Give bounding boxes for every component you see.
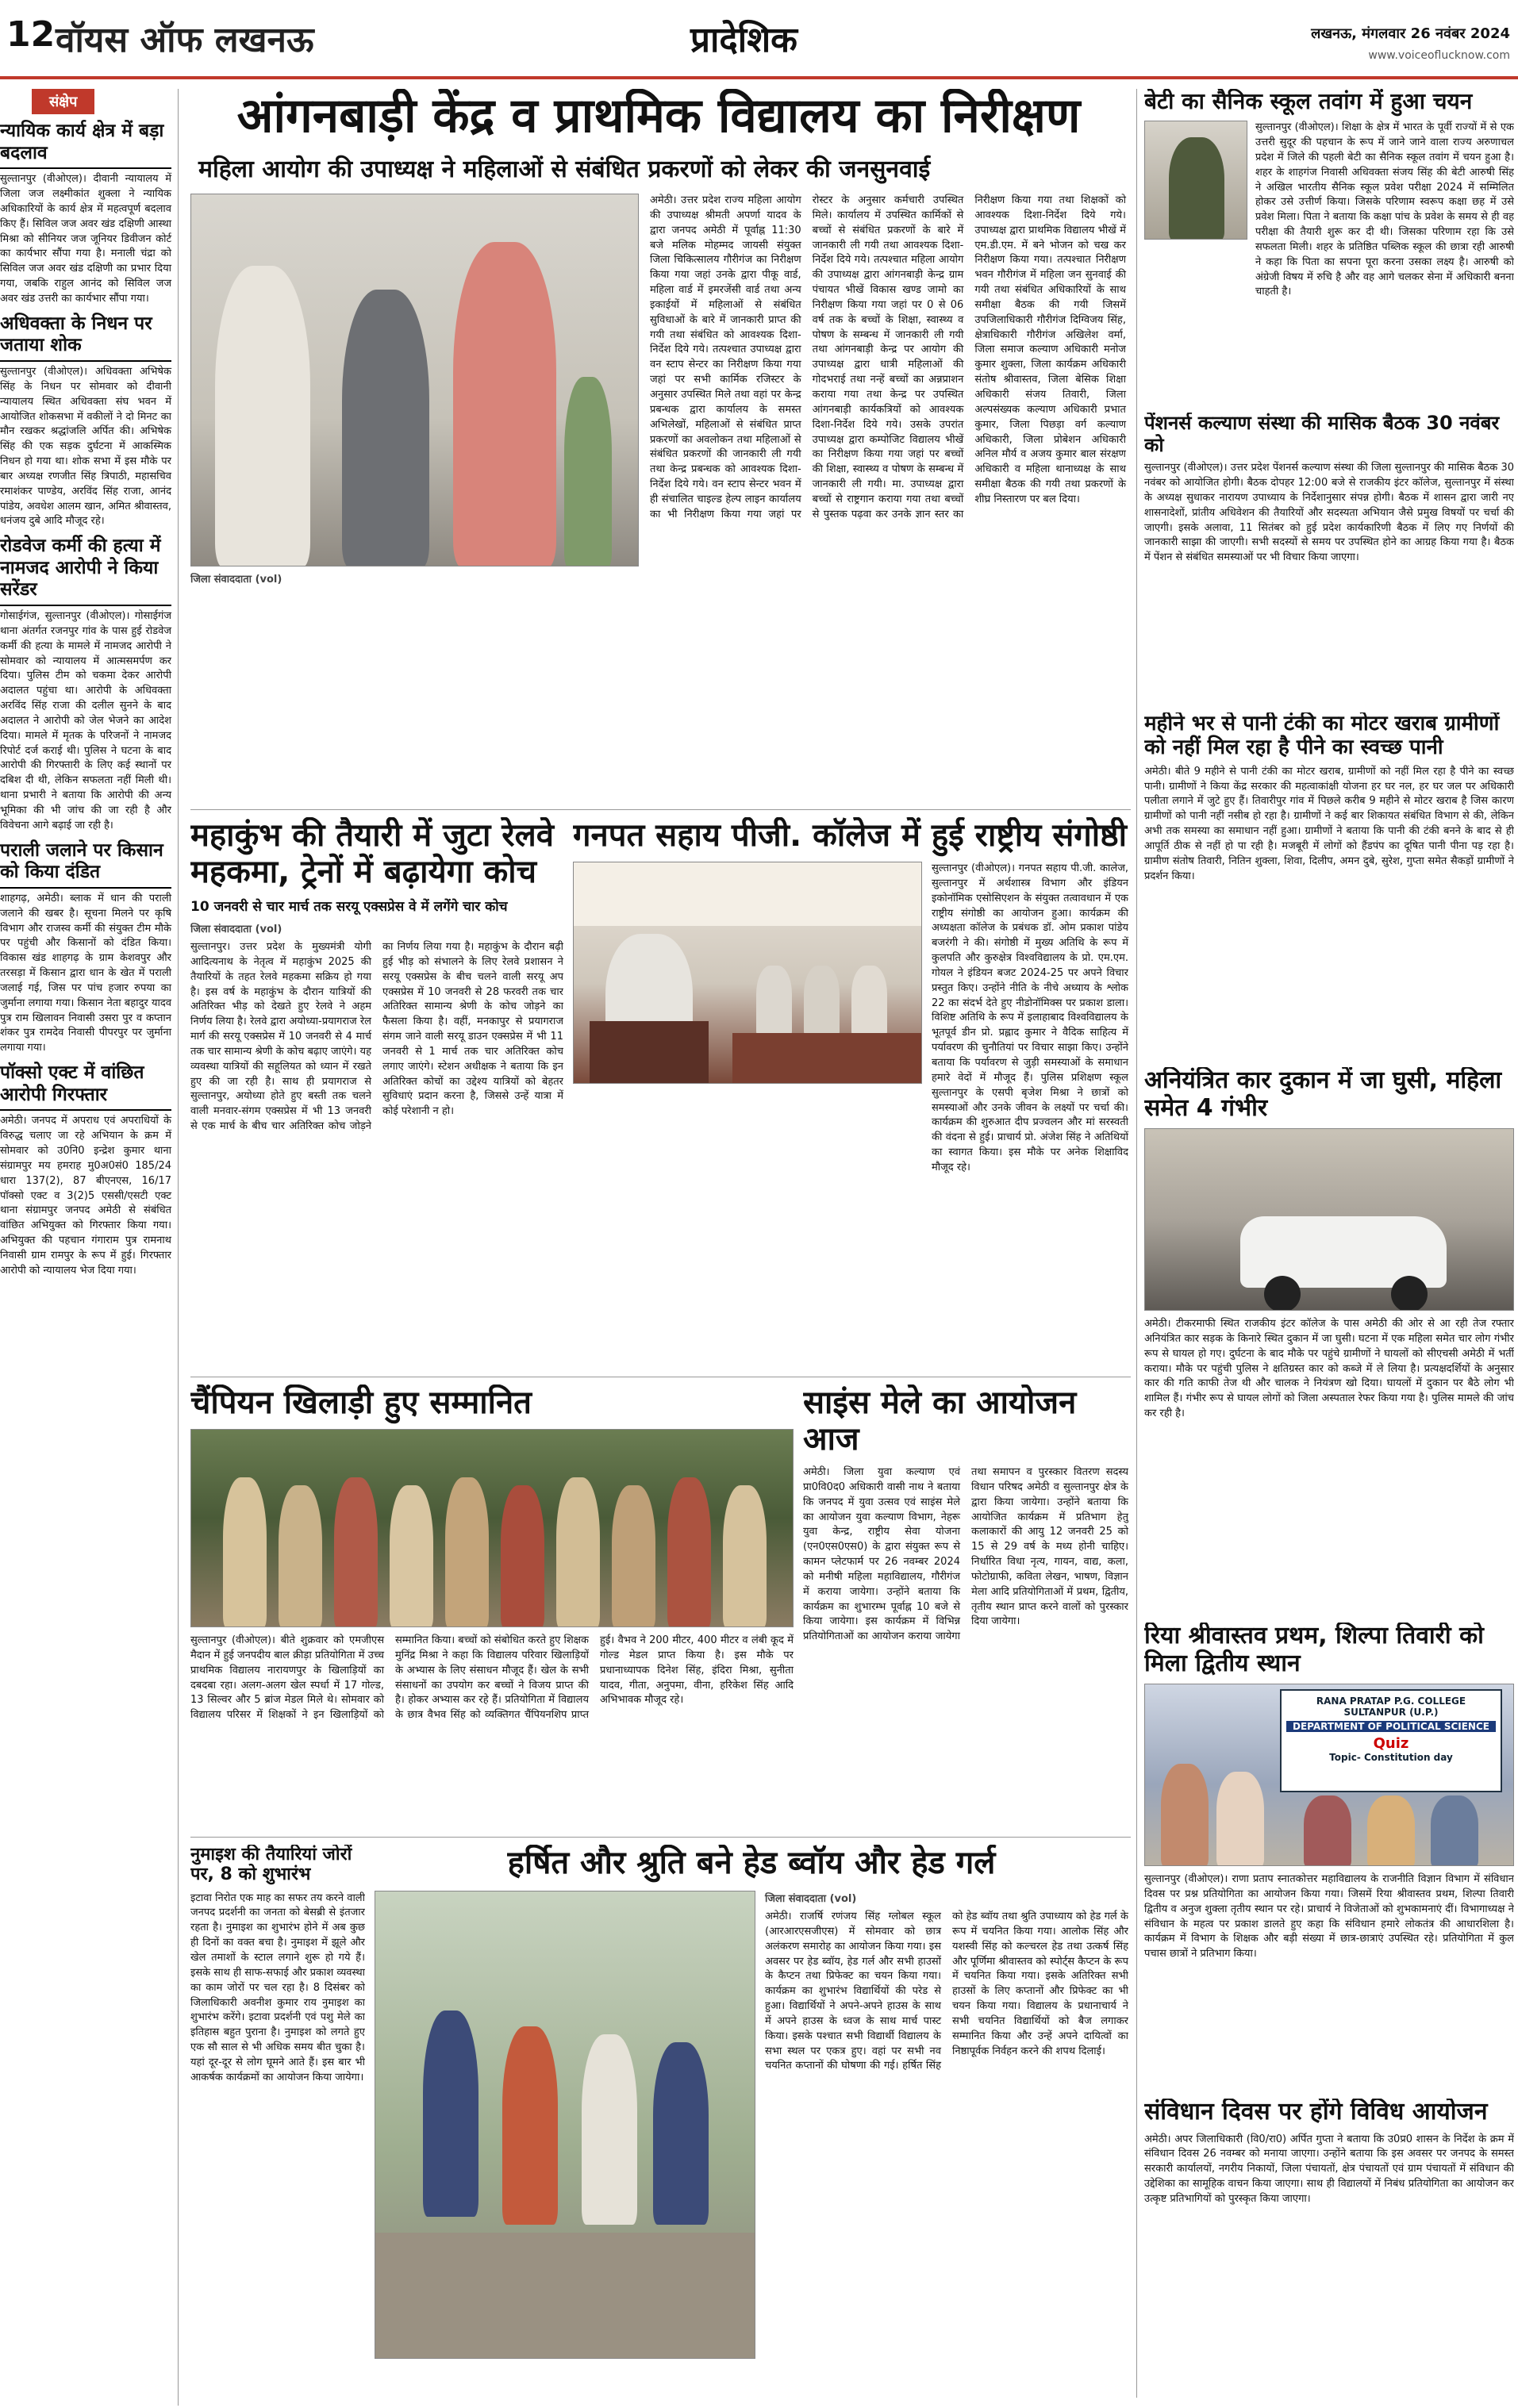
row-rule: [190, 809, 1131, 810]
champions-photo: [190, 1429, 794, 1627]
cadet-headline: बेटी का सैनिक स्कूल तवांग में हुआ चयन: [1144, 89, 1473, 114]
brief-title: अधिवक्ता के निधन पर जताया शोक: [0, 313, 171, 362]
section-title: प्रादेशिक: [690, 20, 797, 60]
headboy-byline: जिला संवाददाता (vol): [765, 1893, 857, 1905]
seminar-article: [573, 817, 1128, 1373]
champions-headline: चैंपियन खिलाड़ी हुए सम्मानित: [190, 1385, 532, 1421]
champions-article: [190, 1385, 794, 1829]
samvidhan-body: अमेठी। अपर जिलाधिकारी (वि0/रा0) अर्पित गुप्ता ने बताया कि उ0प्र0 शासन के निर्देश के क्रम में संविधान दिवस 26 नवम्बर को मनाया जाएगा। उन्होंने बताया कि इस अवसर पर जनपद के समस्त सरकारी कार्यालयों, नगरीय निकायों, जिला पंचायतों, क्षेत्र पंचायतों एवं ग्राम पंचायतों में संविधान की उद्देशिका का सामूहिक वाचन किया जाएगा। साथ ही विद्यालयों में निबंध प्रतियोगिता का आयोजन कर उत्कृष्ट प्रतिभागियों को पुरस्कृत किया जाएगा।: [1144, 2133, 1514, 2205]
science-body: अमेठी। जिला युवा कल्याण एवं प्रा0वि0द0 अधिकारी वासी नाथ ने बताया कि जनपद में युवा उत्सव एवं साइंस मेले का आयोजन युवा कल्याण विभाग, नेहरू युवा केन्द्र, राष्ट्रीय सेवा योजना (एन0एस0एस0) के द्वारा संयुक्त रूप से कामन प्लेटफार्म पर 26 नवम्बर 2024 को मनीषी महिला महाविद्यालय, गौरीगंज में कराया जायेगा। उन्होंने बताया कि कार्यक्रम का शुभारम्भ पूर्वाह्न 10 बजे से किया जायेगा। इस कार्यक्रम में विभिन्न प्रतियोगिताओं का आयोजन कराया जायेगा तथा समापन व पुरस्कार वितरण सदस्य विधान परिषद अमेठी व सुल्तानपुर क्षेत्र के द्वारा किया जायेगा। उन्होंने बताया कि आयोजित कार्यक्रम में प्रतिभाग हेतु कलाकारों की आयु 12 जनवरी 25 को 15 से 29 वर्ष के मध्य होनी चाहिए। निर्धारित विधा नृत्य, गायन, वाद्य, कला, फोटोग्राफी, कविता लेखन, भाषण, विज्ञान मेला आदि प्रतियोगिताओं में प्रथम, द्वितीय, तृतीय स्थान प्राप्त करने वालों को पुरस्कार दिया जायेगा।: [803, 1466, 1128, 1643]
briefs-sidebar: [0, 89, 179, 2406]
cadet-article: [1144, 89, 1514, 406]
brief-item: [0, 313, 171, 529]
riya-body: सुल्तानपुर (वीओएल)। राणा प्रताप स्नातकोत्तर महाविद्यालय के राजनीति विज्ञान विभाग में संविधान दिवस पर प्रश्न प्रतियोगिता का आयोजन किया गया। जिसमें रिया श्रीवास्तव प्रथम, शिल्पा तिवारी द्वितीय व अनुज शुक्ला तृतीय स्थान पर रहे। प्राचार्य ने विजेताओं को शुभकामनाएं दीं। विभागाध्यक्ष ने संविधान के महत्व पर प्रकाश डालते हुए कहा कि संविधान हमारे लोकतंत्र की आधारशिला है। कार्यक्रम में विभाग के शिक्षक और बड़ी संख्या में छात्र-छात्राएं उपस्थित रहे। प्रतियोगिता में कुल पचास छात्रों ने प्रतिभाग किया।: [1144, 1873, 1514, 1961]
pensioners-body: सुल्तानपुर (वीओएल)। उत्तर प्रदेश पेंशनर्स कल्याण संस्था की जिला सुल्तानपुर की मासिक बैठक 30 नवंबर को आयोजित होगी। बैठक दोपहर 12:00 बजे से राजकीय इंटर कॉलेज, सुल्तानपुर में संस्था के अध्यक्ष सुधाकर नारायण उपाध्याय के निर्देशानुसार संपन्न होगी। बैठक में शासन द्वारा जारी नए शासनादेशों, प्रांतीय अधिवेशन की तैयारियों और सदस्यता अभियान जैसे प्रमुख विषयों पर चर्चा की जाएगी। इसके अलावा, 11 सितंबर को हुई प्रदेश कार्यकारिणी बैठक में लिए गए निर्णयों की जानकारी साझा की जाएगी। सभी सदस्यों से समय पर उपस्थित होने का आग्रह किया गया है। बैठक में पेंशन से संबंधित समस्याओं पर भी विचार किया जाएगा।: [1144, 462, 1514, 564]
water-body: अमेठी। बीते 9 महीने से पानी टंकी का मोटर खराब, ग्रामीणों को नहीं मिल रहा है पीने का स्वच्छ पानी। ग्रामीणों ने किया केंद्र सरकार की महत्वाकांक्षी योजना हर घर नल, हर घर जल पर अधिकारी पलीता लगाने में जुटे हुए हैं। तिवारीपुर गांव में पिछले करीब 9 महीने से मोटर खराब है जिस कारण ग्रामीणों को पानी नहीं नसीब हो रहा है। ग्रामीणों ने कई बार शिकायत संबंधित विभाग से की, लेकिन अभी तक समस्या का समाधान नहीं हुआ। ग्रामीणों ने बताया कि पानी की टंकी बनने के बाद से ही आपूर्ति ठीक से नहीं हो पा रही है। मजबूरी में लोगों को हैंडपंप का दूषित पानी पीना पड़ रहा है। ग्रामीण संतोष तिवारी, नितिन शुक्ला, शिवा, दिलीप, अमन दुबे, सुरेश, गुप्ता समेत सैकड़ों ग्रामीणों ने प्रदर्शन किया।: [1144, 765, 1514, 882]
banner-line: Topic- Constitution day: [1329, 1752, 1453, 1763]
banner-line: RANA PRATAP P.G. COLLEGE: [1316, 1696, 1466, 1707]
exhibition-headline: नुमाइश की तैयारियां जोरों पर, 8 को शुभारंभ: [190, 1845, 352, 1885]
railway-article: [190, 817, 563, 1373]
lead-article: [190, 89, 1127, 803]
car-photo: [1144, 1128, 1514, 1311]
brief-body: गोसाईगंज, सुल्तानपुर (वीओएल)। गोसाईगंज थाना अंतर्गत रजनपुर गांव के पास हुई रोडवेज कर्मी की हत्या के मामले में नामजद आरोपी ने सोमवार को न्यायालय में आत्मसमर्पण कर दिया। पुलिस टीम को चकमा देकर आरोपी अदालत पहुंचा था। आरोपी के अधिवक्ता अरविंद सिंह राजा की दलील सुनने के बाद अदालत ने आरोपी को जेल भेजने का आदेश दिया। मामले में मृतक के परिजनों ने नामजद रिपोर्ट दर्ज कराई थी। पुलिस ने घटना के बाद आरोपी की गिरफ्तारी के लिए कई स्थानों पर दबिश दी थी, लेकिन सफलता नहीं मिली थी। थाना प्रभारी ने बताया कि आरोपी की अन्य भूमिका की भी जांच की जा रही है और विवेचना आगे बढ़ाई जा रही है।: [0, 610, 171, 831]
exhibition-article: [190, 1845, 365, 2400]
riya-headline: रिया श्रीवास्तव प्रथम, शिल्पा तिवारी को मिला द्वितीय स्थान: [1144, 1623, 1484, 1677]
science-article: [803, 1385, 1128, 1829]
riya-banner: [1280, 1689, 1502, 1792]
pensioners-article: [1144, 413, 1514, 706]
samvidhan-article: [1144, 2099, 1514, 2400]
banner-line: Quiz: [1373, 1735, 1409, 1752]
brief-body: अमेठी। जनपद में अपराध एवं अपराधियों के विरुद्ध चलाए जा रहे अभियान के क्रम में सोमवार को उ0नि0 इन्द्रेश कुमार थाना संग्रामपुर मय हमराह मु0अ0सं0 185/24 धारा 137(2), 87 बीएनएस, 16/17 पॉक्सो एक्ट व 3(2)5 एससी/एसटी एक्ट थाना संग्रामपुर जनपद अमेठी से संबंधित वांछित अभियुक्त को गिरफ्तार किया गया। अभियुक्त की पहचान गंगाराम पुत्र रामनाथ निवासी ग्राम रामपुर के रूप में हुई। गिरफ्तार आरोपी को न्यायालय भेज दिया गया।: [0, 1115, 171, 1277]
brief-body: सुल्तानपुर (वीओएल)। दीवानी न्यायालय में जिला जज लक्ष्मीकांत शुक्ला ने न्यायिक अधिकारियों के कार्य क्षेत्र में महत्वपूर्ण बदलाव किए हैं। सिविल जज अवर खंड दक्षिणी आस्था मिश्रा को सीनियर जज जूनियर डिवीजन कोर्ट का कार्यभार सौंपा गया है। मनाली चंद्रा को सिविल जज अवर खंड दक्षिणी का प्रभार दिया गया, जबकि राहुल आनंद को सिविल जज अवर खंड उत्तरी का कार्यभार सौंपा गया।: [0, 173, 171, 305]
lead-byline: जिला संवाददाता (vol): [190, 574, 282, 586]
row-rule: [190, 1837, 1131, 1838]
brief-title: रोडवेज कर्मी की हत्या में नामजद आरोपी ने किया सरेंडर: [0, 536, 171, 606]
banner-line: DEPARTMENT OF POLITICAL SCIENCE: [1286, 1721, 1496, 1732]
seminar-headline: गनपत सहाय पीजी. कॉलेज में हुई राष्ट्रीय संगोष्ठी: [573, 817, 1128, 854]
railway-headline: महाकुंभ की तैयारी में जुटा रेलवे महकमा, ट्रेनों में बढ़ायेगा कोच: [190, 817, 554, 890]
railway-subhead: 10 जनवरी से चार मार्च तक सरयू एक्सप्रेस वे में लगेंगे चार कोच: [190, 899, 508, 915]
lead-subhead: महिला आयोग की उपाध्यक्ष ने महिलाओं से संबंधित प्रकरणों को लेकर की जनसुनवाई: [198, 156, 931, 183]
science-headline: साइंस मेले का आयोजन आज: [803, 1385, 1077, 1457]
headboy-body: अमेठी। राजर्षि रणंजय सिंह ग्लोबल स्कूल (आरआरएसजीएस) में सोमवार को छात्र अलंकरण समारोह का आयोजन किया गया। इस अवसर पर हेड ब्वॉय, हेड गर्ल और सभी हाउसों के कैप्टन तथा प्रिफेक्ट का चयन किया गया। कार्यक्रम का शुभारंभ विद्यार्थियों की परेड से हुआ। विद्यार्थियों ने अपने-अपने हाउस के साथ में अपने हाउस के ध्वज के साथ मार्च पास्ट किया। इसके पश्चात सभी विद्यार्थी विद्यालय के सभा स्थल पर एकत्र हुए। वहां पर सभी नव चयनित कप्तानों की घोषणा की गई। हर्षित सिंह को हेड ब्वॉय तथा श्रुति उपाध्याय को हेड गर्ल के रूप में चयनित किया गया। आलोक सिंह और यशस्वी सिंह को कल्चरल हेड तथा उत्कर्ष सिंह और पूर्णिमा श्रीवास्तव को स्पोर्ट्स कैप्टन के रूप में चयनित किया गया। इसके अतिरिक्त सभी हाउसों के लिए कप्तानों और प्रिफेक्ट का भी चयन किया गया। विद्यालय के प्रधानाचार्य ने सभी चयनित विद्यार्थियों को बैज लगाकर सम्मानित किया और उन्हें अपने दायित्वों का निष्ठापूर्वक निर्वहन करने की शपथ दिलाई।: [765, 1911, 1128, 2072]
car-body: अमेठी। टीकरमाफी स्थित राजकीय इंटर कॉलेज के पास अमेठी की ओर से आ रही तेज रफ्तार अनियंत्रित कार सड़क के किनारे स्थित दुकान में जा घुसी। घटना में एक महिला समेत चार लोग गंभीर रूप से घायल हो गए। दुर्घटना के बाद मौके पर पहुंचे ग्रामीणों ने घायलों को सीएचसी अमेठी में भर्ती कराया। मौके पर पहुंची पुलिस ने क्षतिग्रस्त कार को कब्जे में ले लिया है। प्रत्यक्षदर्शियों के अनुसार कार की गति काफी तेज थी और चालक ने नियंत्रण खो दिया। घायलों में दुकान पर बैठे लोग भी शामिल हैं। गंभीर रूप से घायल लोगों को जिला अस्पताल रेफर किया गया है। पुलिस मामले की जांच कर रही है।: [1144, 1318, 1514, 1420]
riya-article: [1144, 1623, 1514, 2091]
brief-body: सुल्तानपुर (वीओएल)। अधिवक्ता अभिषेक सिंह के निधन पर सोमवार को दीवानी न्यायालय स्थित अधिवक्ता संघ भवन में आयोजित शोकसभा में वकीलों ने दो मिनट का मौन रखकर श्रद्धांजलि अर्पित की। अभिषेक सिंह की एक सड़क दुर्घटना में आकस्मिक निधन हो गया था। शोक सभा में इस मौके पर बार अध्यक्ष रणजीत सिंह त्रिपाठी, महासचिव रमाशंकर पाण्डेय, अरविंद सिंह राजा, आनंद पांडेय, अवधेश आलम खान, अमित श्रीवास्तव, धनंजय दुबे आदि मौजूद रहे।: [0, 365, 171, 528]
brief-item: [0, 121, 171, 307]
lead-body: अमेठी। उत्तर प्रदेश राज्य महिला आयोग की उपाध्यक्ष श्रीमती अपर्णा यादव के द्वारा जनपद अमेठी में पूर्वाह्न 11:30 बजे मलिक मोहम्मद जायसी संयुक्त जिला चिकित्सालय गौरीगंज का निरीक्षण किया गया जहां उनके द्वारा पीकू वार्ड, महिला वार्ड में इमरजेंसी वार्ड तथा अन्य इकाईयों में महिलाओं से संबंधित सुविधाओं के बारे में जानकारी प्राप्त की गयी तथा संबंधित को आवश्यक दिशा-निर्देश दिये गये। तत्पश्चात उपाध्यक्ष द्वारा वन स्टाप सेन्टर का निरीक्षण किया गया जहां पर सभी कार्मिक रजिस्टर के अनुसार उपस्थित मिले तथा वहां पर केन्द्र प्रबन्धक द्वारा कार्यालय के समस्त अभिलेखों, महिलाओं से संबंधित प्राप्त प्रकरणों का अवलोकन तथा महिलाओं से संबंधित प्रकरणों की जानकारी ली गयी तथा केन्द्र प्रबन्धक को आवश्यक दिशा-निर्देश दिये गये। वन स्टाप सेन्टर भवन में ही संचालित चाइल्ड हेल्प लाइन कार्यालय का भी निरीक्षण किया गया जहां पर रोस्टर के अनुसार कर्मचारी उपस्थित मिले। कार्यालय में उपस्थित कार्मिकों से बच्चों से संबंधित प्रकरणों के बारे में जानकारी ली गयी तथा आवश्यक दिशा-निर्देश दिये गये। तत्पश्चात महिला आयोग की उपाध्यक्ष द्वारा आंगनबाड़ी केन्द्र ग्राम पंचायत भीखें विकास खण्ड जामो का निरीक्षण किया गया जहां पर 0 से 06 वर्ष तक के बच्चों के शिक्षा, स्वास्थ्य व पोषण के सम्बन्ध में जानकारी ली गयी तथा आंगनबाड़ी केन्द्र पर आयोग की उपाध्यक्ष द्वारा धात्री महिलाओं की गोदभराई तथा नन्हें बच्चों का अन्नप्राशन कराया गया तथा केन्द्र पर उपस्थित आंगनबाड़ी कार्यकत्रियों को आवश्यक दिशा-निर्देश दिये गये। उसके उपरांत उपाध्यक्ष द्वारा कम्पोजिट विद्यालय भीखें का निरीक्षण किया गया जहां पर बच्चों की शिक्षा, स्वास्थ्य व पोषण के सम्बन्ध में जानकारी ली गयी। मा. उपाध्यक्ष द्वारा बच्चों से राष्ट्रगान कराया गया तथा बच्चों से पुस्तक पढ़वा कर उनके ज्ञान स्तर का निरीक्षण किया गया तथा शिक्षकों को आवश्यक दिशा-निर्देश दिये गये। उपाध्यक्ष द्वारा प्राथमिक विद्यालय भीखें में एम.डी.एम. में बने भोजन को चख कर निरीक्षण किया गया। तत्पश्चात निरीक्षण भवन गौरीगंज में महिला जन सुनवाई की गयी तथा संबंधित अधिकारियों के साथ समीक्षा बैठक की गयी जिसमें उपजिलाधिकारी गौरीगंज दिग्विजय सिंह, क्षेत्राधिकारी गौरीगंज अखिलेश वर्मा, जिला समाज कल्याण अधिकारी मनोज कुमार शुक्ला, जिला कार्यक्रम अधिकारी संतोष श्रीवास्तव, जिला बेसिक शिक्षा अधिकारी संजय तिवारी, जिला अल्पसंख्यक कल्याण अधिकारी प्रभात कुमार, जिला पिछड़ा वर्ग कल्याण अधिकारी, जिला प्रोबेशन अधिकारी अनिल मौर्य व अजय कुमार बाल संरक्षण अधिकारी व महिला थानाध्यक्ष के साथ समीक्षा बैठक की गयी तथा प्रकरणों के शीघ्र निस्तारण पर बल दिया।: [650, 194, 1126, 520]
water-article: [1144, 712, 1514, 1062]
website: www.voiceoflucknow.com: [1368, 49, 1510, 62]
headboy-photo: [375, 1891, 755, 2359]
dateline: लखनऊ, मंगलवार 26 नवंबर 2024: [1311, 25, 1510, 42]
column-rule: [1136, 89, 1137, 2398]
brief-item: [0, 840, 171, 1056]
brief-title: पॉक्सो एक्ट में वांछित आरोपी गिरफ्तार: [0, 1062, 171, 1111]
railway-body: सुल्तानपुर। उत्तर प्रदेश के मुख्यमंत्री योगी आदित्यनाथ के नेतृत्व में महाकुंभ 2025 की तैयारियों के तहत रेलवे महकमा सक्रिय हो गया है। इस वर्ष के महाकुंभ के दौरान यात्रियों की अतिरिक्त भीड़ को देखते हुए रेलवे ने अहम निर्णय लिया है। रेलवे द्वारा अयोध्या-प्रयागराज रेल मार्ग की सरयू एक्सप्रेस में 10 जनवरी से 4 मार्च तक चार सामान्य श्रेणी के कोच बढ़ाए जाएंगे। यह व्यवस्था यात्रियों की सहूलियत को ध्यान में रखते हुए की जा रही है। साथ ही प्रयागराज से सुल्तानपुर, अयोध्या होते हुए बस्ती तक चलने वाली मनवार-संगम एक्सप्रेस में भी 13 जनवरी से एक मार्च के बीच चार अतिरिक्त कोच जोड़ने का निर्णय लिया गया है। महाकुंभ के दौरान बढ़ी हुई भीड़ को संभालने के लिए रेलवे प्रशासन ने सरयू एक्सप्रेस के बीच चलने वाली सरयू अप एक्सप्रेस में 10 जनवरी से 28 फरवरी तक चार अतिरिक्त सामान्य श्रेणी के कोच जोड़ने का फैसला किया है। वहीं, मनकापुर से प्रयागराज संगम जाने वाली सरयू डाउन एक्सप्रेस में भी 11 जनवरी से 1 मार्च तक चार अतिरिक्त कोच लगाए जाएंगे। स्टेशन अधीक्षक ने बताया कि इन अतिरिक्त कोचों का उद्देश्य यात्रियों को बेहतर सुविधाएं प्रदान करना है, जिससे उन्हें यात्रा में कोई परेशानी न हो।: [190, 941, 563, 1133]
banner-line: SULTANPUR (U.P.): [1343, 1707, 1439, 1718]
railway-byline: जिला संवाददाता (vol): [190, 924, 282, 935]
car-article: [1144, 1067, 1514, 1615]
pensioners-headline: पेंशनर्स कल्याण संस्था की मासिक बैठक 30 नवंबर को: [1144, 413, 1500, 456]
seminar-body: सुल्तानपुर (वीओएल)। गनपत सहाय पी.जी. कालेज, सुल्तानपुर में अर्थशास्त्र विभाग और इंडियन इकोनॉमिक एसोसिएशन के संयुक्त तत्वावधान में एक राष्ट्रीय संगोष्ठी का आयोजन हुआ। कार्यक्रम की अध्यक्षता कॉलेज के प्रबंधक डॉ. ओम प्रकाश पांडेय बजरंगी ने की। संगोष्ठी में मुख्य अतिथि के रूप में कुलपति और कुरुक्षेत्र विश्वविद्यालय के प्रो. एम.एम. गोयल ने इंडियन बजट 2024-25 पर अपने विचार प्रस्तुत किए। उन्होंने नीति के नीचे अध्याय के श्लोक 22 का संदर्भ देते हुए नीडोनॉमिक्स पर प्रकाश डाला। विशिष्ट अतिथि के रूप में इलाहाबाद विश्वविद्यालय के भूतपूर्व डीन प्रो. प्रह्लाद कुमार ने वैदिक साहित्य में पर्यावरण की चुनौतियां पर विचार साझा किए। उन्होंने बताया कि पर्यावरण से जुड़ी समस्याओं के समाधान हमारे वेदों में मौजूद हैं। पुलिस प्रशिक्षण स्कूल सुल्तानपुर के एसपी बृजेश मिश्रा ने छात्रों को समस्याओं और उनके जीवन के लक्ष्यों पर चर्चा की। कार्यक्रम की शुरुआत दीप प्रज्वलन और मां सरस्वती की वंदना से हुई। प्राचार्य प्रो. अंजेश सिंह ने अतिथियों का स्वागत किया। इस मौके पर अनेक शिक्षाविद मौजूद रहे।: [932, 862, 1128, 1173]
brief-title: न्यायिक कार्य क्षेत्र में बड़ा बदलाव: [0, 121, 171, 169]
headboy-article: [375, 1845, 1128, 2400]
briefs-tag: संक्षेप: [32, 89, 94, 114]
lead-headline: आंगनबाड़ी केंद्र व प्राथमिक विद्यालय का निरीक्षण: [236, 89, 1081, 144]
samvidhan-headline: संविधान दिवस पर होंगे विविध आयोजन: [1144, 2099, 1488, 2126]
brief-item: [0, 1062, 171, 1278]
headboy-headline: हर्षित और श्रुति बने हेड ब्वॉय और हेड गर्ल: [507, 1845, 996, 1881]
brief-body: शाहगढ़, अमेठी। ब्लाक में धान की पराली जलाने की खबर है। सूचना मिलने पर कृषि विभाग और राजस्व कर्मी की संयुक्त टीम मौके पर पहुंची और किसानों को दंडित किया। विकास खंड शाहगढ़ के ग्राम केशवपुर और तरसड़ा में किसान द्वारा धान के खेत में पराली जलाई गई, जिस पर पांच हजार रुपया का जुर्माना लगाया गया। किसान नेता बहादुर यादव पुत्र राम खिलावन निवासी उसरा पुर व कप्तान शंकर पुत्र रामदेव निवासी पीपरपुर पर जुर्माना लगाया गया।: [0, 892, 171, 1054]
cadet-body: सुल्तानपुर (वीओएल)। शिक्षा के क्षेत्र में भारत के पूर्वी राज्यों में से एक उत्तरी सुदूर की पहचान के रूप में जाने जाने वाला राज्य अरुणाचल प्रदेश में जिले की पहली बेटी का सैनिक स्कूल तवांग में चयन हुआ है। शहर के शाहगंज निवासी अधिवक्ता संजय सिंह की बेटी आरुषी सिंह ने अखिल भारतीय सैनिक स्कूल प्रवेश परीक्षा 2024 में सम्मिलित होकर उसे उत्तीर्ण किया। जिसके परिणाम स्वरूप कक्षा छह में उसे प्रवेश मिला। पिता ने बताया कि कक्षा पांच के प्रवेश के समय से ही वह परीक्षा की तैयारी शुरू कर दी थी। जिसका परिणाम रहा कि उसे सफलता मिली। शहर के प्रतिष्ठित पब्लिक स्कूल की छात्रा रही आरुषी ने कहा कि पिता का सपना पूरा करना उसका लक्ष्य है। आरुषी को अंग्रेजी विषय में रुचि है और वह आगे चलकर सेना में अधिकारी बनना चाहती है।: [1255, 121, 1514, 298]
exhibition-body: इटावा निरोत एक माह का सफर तय करने वाली जनपद प्रदर्शनी का जनता को बेसब्री से इंतजार रहता है। नुमाइश का शुभारंभ होने में अब कुछ ही दिनों का वक्त बचा है। नुमाइश में झूले और खेल तमाशों के स्टाल लगाने शुरू हो गये हैं। इसके साथ ही साफ-सफाई और प्रकाश व्यवस्था का काम जोरों पर चल रहा है। 8 दिसंबर को जिलाधिकारी अवनीश कुमार राय नुमाइश का शुभारंभ करेंगे। इटावा प्रदर्शनी एवं पशु मेले का इतिहास बहुत पुराना है। नुमाइश को लगते हुए एक सौ साल से भी अधिक समय बीत चुका है। यहां दूर-दूर से लोग घूमने आते हैं। इस बार भी आकर्षक कार्यक्रमों का आयोजन किया जायेगा।: [190, 1891, 365, 2083]
lead-photo: [190, 194, 639, 566]
car-headline: अनियंत्रित कार दुकान में जा घुसी, महिला समेत 4 गंभीर: [1144, 1067, 1502, 1122]
brief-title: पराली जलाने पर किसान को किया दंडित: [0, 840, 171, 889]
masthead: [0, 0, 1518, 79]
page-number: 12: [6, 14, 56, 55]
seminar-photo: [573, 862, 922, 1084]
champions-body: सुल्तानपुर (वीओएल)। बीते शुक्रवार को एमजीएस मैदान में हुई जनपदीय बाल क्रीड़ा प्रतियोगिता में उच्च प्राथमिक विद्यालय नारायणपुर के खिलाड़ियों का दबदबा रहा। अलग-अलग खेल स्पर्धा में 17 गोल्ड, 13 सिल्वर और 5 ब्रांज मेडल मिले थे। सोमवार को विद्यालय परिसर में शिक्षकों ने इन खिलाड़ियों को सम्मानित किया। बच्चों को संबोधित करते हुए शिक्षक मुनिंद्र मिश्रा ने कहा कि विद्यालय परिवार खिलाड़ियों के अभ्यास के लिए संसाधन मौजूद हैं। खेल के सभी संसाधनों का उपयोग कर बच्चों ने विजय प्राप्त की है। होकर अभ्यास कर रहे हैं। प्रतियोगिता में विद्यालय के छात्र वैभव सिंह को व्यक्तिगत चैंपियनशिप प्राप्त हुई। वैभव ने 200 मीटर, 400 मीटर व लंबी कूद में गोल्ड मेडल प्राप्त किया है। इस मौके पर प्रधानाध्यापक दिनेश सिंह, इंदिरा मिश्रा, सुनीता यादव, गीता, अनुपमा, वीना, हरिकेश सिंह आदि अभिभावक मौजूद रहे।: [190, 1634, 794, 1722]
brand-title: वॉयस ऑफ लखनऊ: [56, 20, 314, 60]
cadet-photo: [1144, 121, 1247, 240]
water-headline: महीने भर से पानी टंकी का मोटर खराब ग्रामीणों को नहीं मिल रहा है पीने का स्वच्छ पानी: [1144, 712, 1500, 759]
riya-photo: [1144, 1684, 1514, 1866]
brief-item: [0, 536, 171, 833]
